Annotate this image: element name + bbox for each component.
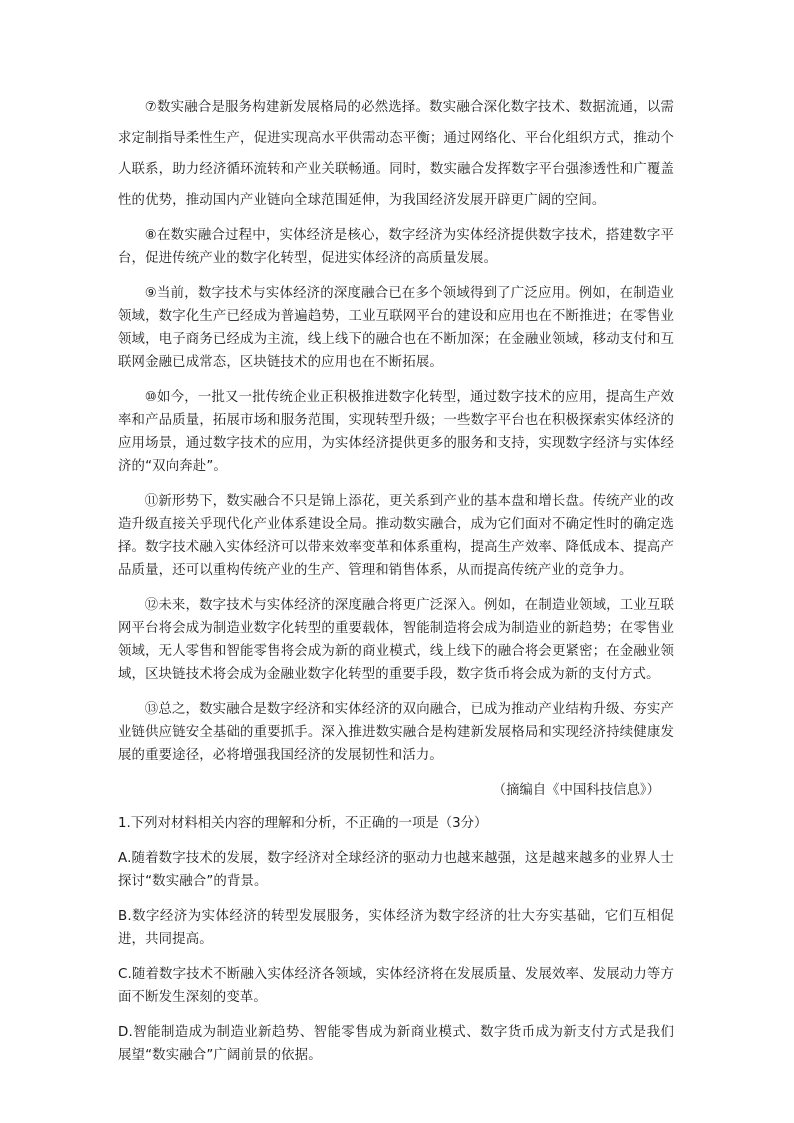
paragraph-9: ⑨当前，数字技术与实体经济的深度融合已在多个领域得到了广泛应用。例如，在制造业领域，数字化生产已经成为普遍趋势，工业互联网平台的建设和应用也在不断推进；在零售业领域，电子商务已经成为主流，线上线下的融合也在不断加深；在金融业领域，移动支付和互联网金融已成常态，区块链技术的应用也在不断拓展。 (118, 286, 674, 370)
option-d: D.智能制造成为制造业新趋势、智能零售成为新商业模式、数字货币成为新支付方式是我们展望“数实融合”广阔前景的依据。 (118, 1025, 674, 1063)
option-a: A.随着数字技术的发展，数字经济对全球经济的驱动力也越来越强，这是越来越多的业界人士探讨“数实融合”的背景。 (118, 851, 674, 889)
paragraph-12: ⑫未来，数字技术与实体经济的深度融合将更广泛深入。例如，在制造业领域，工业互联网平台将会成为制造业数字化转型的重要载体，智能制造将会成为制造业的新趋势；在零售业领域，无人零售和智能零售将会成为新的商业模式，线上线下的融合将会更紧密；在金融业领域，区块链技术将会成为金融业数字化转型的重要手段，数字货币将会成为新的支付方式。 (118, 598, 674, 682)
option-b: B.数字经济为实体经济的转型发展服务，实体经济为数字经济的壮大夯实基础，它们互相促进，共同提高。 (118, 909, 674, 947)
option-c: C.随着数字技术不断融入实体经济各领域，实体经济将在发展质量、发展效率、发展动力等方面不断发生深刻的变革。 (118, 967, 674, 1005)
paragraph-7: ⑦数实融合是服务构建新发展格局的必然选择。数实融合深化数字技术、数据流通，以需求定制指导柔性生产，促进实现高水平供需动态平衡；通过网络化、平台化组织方式，推动个人联系，助力经济循环流转和产业关联畅通。同时，数实融合发挥数字平台强渗透性和广覆盖性的优势，推动国内产业链向全球范围延伸，为我国经济发展开辟更广阔的空间。 (118, 100, 674, 208)
paragraph-8: ⑧在数实融合过程中，实体经济是核心，数字经济为实体经济提供数字技术，搭建数字平台，促进传统产业的数字化转型，促进实体经济的高质量发展。 (118, 228, 674, 266)
paragraph-13: ⑬总之，数实融合是数字经济和实体经济的双向融合，已成为推动产业结构升级、夯实产业链供应链安全基础的重要抓手。深入推进数实融合是构建新发展格局和实现经济持续健康发展的重要途径，必将增强我国经济的发展韧性和活力。 (118, 702, 674, 763)
paragraph-11: ⑪新形势下，数实融合不只是锦上添花，更关系到产业的基本盘和增长盘。传统产业的改造升级直接关乎现代化产业体系建设全局。推动数实融合，成为它们面对不确定性时的确定选择。数字技术融入实体经济可以带来效率变革和体系重构，提高生产效率、降低成本、提高产品质量，还可以重构传统产业的生产、管理和销售体系，从而提高传统产业的竞争力。 (118, 494, 674, 578)
question-stem: 1.下列对材料相关内容的理解和分析，不正确的一项是（3分） (118, 816, 488, 831)
paragraph-10: ⑩如今，一批又一批传统企业正积极推进数字化转型，通过数字技术的应用，提高生产效率和产品质量，拓展市场和服务范围，实现转型升级；一些数字平台也在积极探索实体经济的应用场景，通过数字技术的应用，为实体经济提供更多的服务和支持，实现数字经济与实体经济的“双向奔赴”。 (118, 390, 674, 474)
document-page (118, 92, 674, 1079)
source-citation: （摘编自《中国科技信息》） (492, 783, 660, 798)
